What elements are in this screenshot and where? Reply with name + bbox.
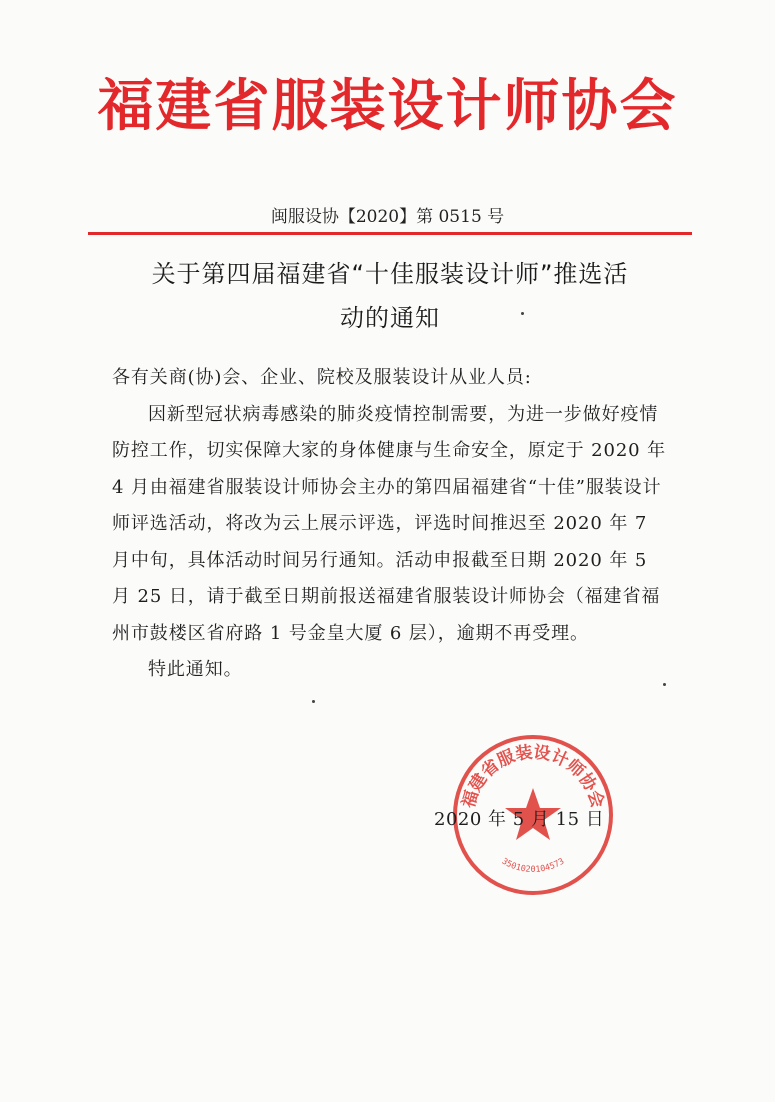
seal-code: 3501020104573 xyxy=(499,856,567,876)
main-paragraph: 因新型冠状病毒感染的肺炎疫情控制需要，为进一步做好疫情防控工作，切实保障大家的身体健康与生命安全，原定于 2020 年 4 月由福建省服装设计师协会主办的第四届福建省“十佳”服装设计师评选活动，将改为云上展示评选，评选时间推迟至 2020 年 7 月中旬，具体活动时间另行通知。活动申报截至日期 2020 年 5 月 25 日，请于截至日期前报送福建省服装设计师协会（福建省福州市鼓楼区省府路 1 号金皇大厦 6 层），逾期不再受理。 xyxy=(112,403,667,644)
scan-speck xyxy=(312,700,315,703)
title-line-2: 动的通知 xyxy=(340,304,440,332)
header-divider xyxy=(88,232,692,235)
issue-date: 2020 年 5 月 15 日 xyxy=(434,809,605,830)
scan-speck xyxy=(521,312,524,315)
scan-speck xyxy=(663,683,666,686)
title-line-1: 关于第四届福建省“十佳服装设计师”推选活 xyxy=(151,260,629,288)
notice-title xyxy=(100,252,680,340)
organization-header: 福建省服装设计师协会 xyxy=(97,73,678,139)
seal-text: 福建省服装设计师协会 xyxy=(458,742,608,811)
notice-body xyxy=(112,360,672,689)
closing-line: 特此通知。 xyxy=(148,659,243,680)
document-number: 闽服设协【2020】第 0515 号 xyxy=(270,207,505,227)
salutation: 各有关商(协)会、企业、院校及服装设计从业人员: xyxy=(112,367,532,388)
